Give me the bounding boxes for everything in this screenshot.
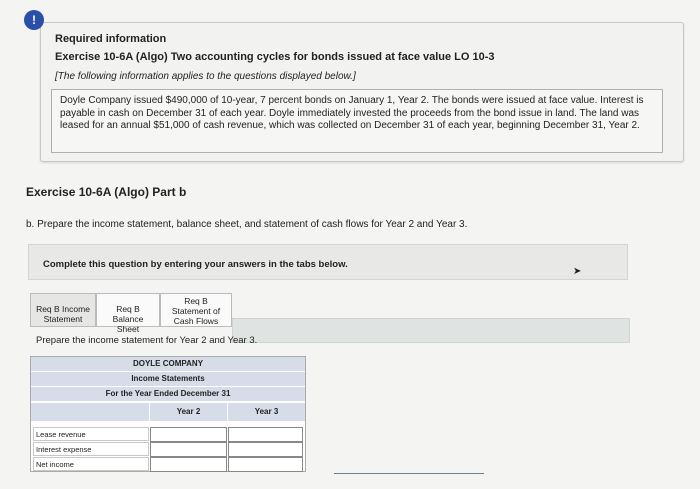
required-information-panel — [40, 22, 684, 162]
following-note: [The following information applies to the questions displayed below.] — [55, 71, 356, 82]
lease-revenue-year3-input[interactable] — [228, 427, 303, 442]
col-year2-header: Year 2 — [150, 403, 227, 421]
tab-content-bar — [232, 318, 630, 343]
divider-line — [334, 473, 484, 474]
mouse-cursor-icon: ➤ — [573, 266, 582, 277]
label-column-header — [31, 403, 149, 421]
tab-strip — [30, 293, 232, 334]
part-title: Exercise 10-6A (Algo) Part b — [26, 185, 187, 199]
col-year3-header: Year 3 — [228, 403, 305, 421]
exercise-title: Exercise 10-6A (Algo) Two accounting cycles for bonds issued at face value LO 10-3 — [55, 51, 495, 63]
statement-name: Income Statements — [31, 372, 305, 387]
tab-income-statement-line2: Statement — [43, 314, 83, 324]
net-income-year2-input[interactable] — [150, 457, 227, 472]
row-lease-revenue-label: Lease revenue — [33, 427, 149, 441]
instruction-text: Prepare the income statement for Year 2 and Year 3. — [36, 335, 258, 346]
lease-revenue-year2-input[interactable] — [150, 427, 227, 442]
tab-cash-flows-line1: Req B — [184, 296, 208, 306]
row-interest-expense-label: Interest expense — [33, 442, 149, 456]
statement-company: DOYLE COMPANY — [31, 357, 305, 372]
tab-cash-flows[interactable] — [160, 293, 232, 327]
tab-cash-flows-line2: Statement of — [171, 306, 221, 316]
complete-question-bar — [28, 244, 628, 280]
income-statement-table — [30, 356, 306, 472]
complete-question-text: Complete this question by entering your answers in the tabs below. — [43, 259, 348, 270]
part-prompt: b. Prepare the income statement, balance sheet, and statement of cash flows for Year 2 and Year 3. — [26, 219, 468, 230]
tab-income-statement[interactable] — [30, 293, 96, 327]
row-net-income-label: Net income — [33, 457, 149, 471]
description-box — [51, 89, 663, 153]
net-income-year3-input[interactable] — [228, 457, 303, 472]
tab-cash-flows-line3: Cash Flows — [173, 316, 219, 326]
tab-balance-sheet-line1: Req B Balance — [112, 304, 144, 324]
statement-period: For the Year Ended December 31 — [31, 387, 305, 402]
interest-expense-year3-input[interactable] — [228, 442, 303, 457]
interest-expense-year2-input[interactable] — [150, 442, 227, 457]
tab-income-statement-line1: Req B Income — [36, 304, 90, 314]
description-text: Doyle Company issued $490,000 of 10-year, 7 percent bonds on January 1, Year 2. The bonds were issued at face value. Interest is payable in cash on December 31 of each year. Doyle immediately invested the proceeds from the bond issue in land. The land was leased for an annual $51,000 of cash revenue, which was collected on December 31 of each year, beginning December 31, Year 2. — [60, 95, 644, 131]
tab-balance-sheet-line2: Sheet — [116, 324, 140, 334]
required-information-heading: Required information — [55, 33, 167, 45]
tab-balance-sheet[interactable] — [96, 293, 160, 334]
info-icon: ! — [24, 10, 44, 30]
